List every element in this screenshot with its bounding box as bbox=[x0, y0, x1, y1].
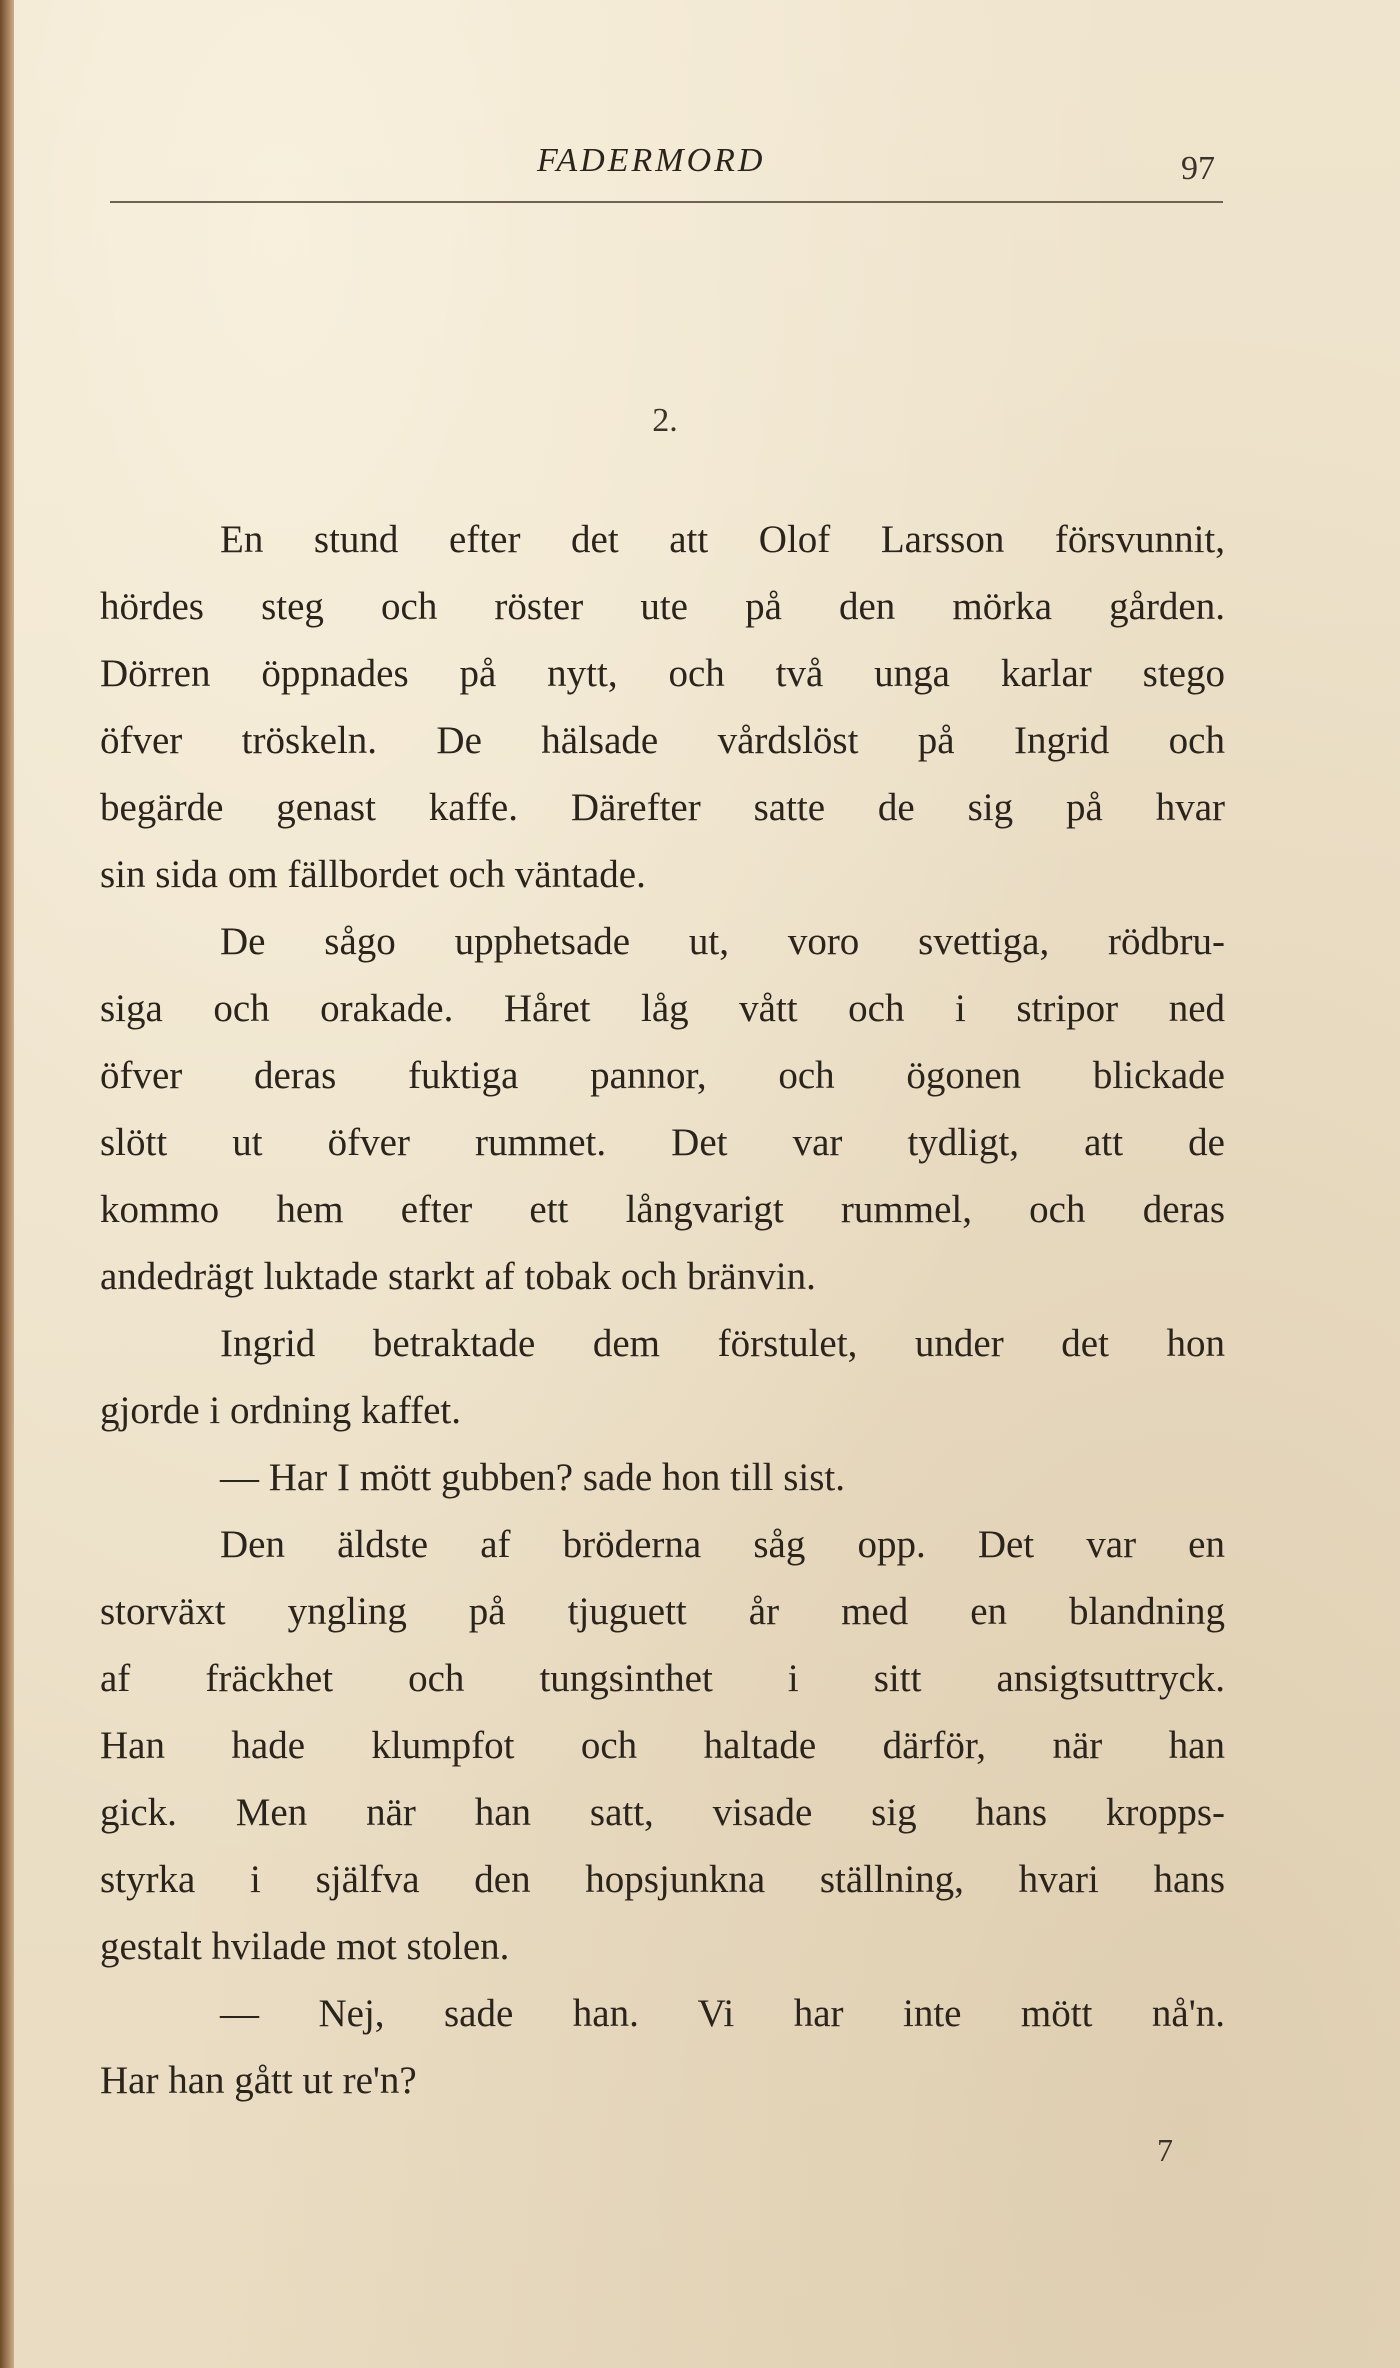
book-spine-edge bbox=[0, 0, 14, 2368]
text-line: Han hade klumpfot och haltade därför, när han bbox=[100, 1724, 1225, 1767]
text-line: öfver deras fuktiga pannor, och ögonen blickade bbox=[100, 1054, 1225, 1097]
text-line: gick. Men när han satt, visade sig hans kropps- bbox=[100, 1791, 1225, 1834]
text-line: hördes steg och röster ute på den mörka gården. bbox=[100, 585, 1225, 628]
text-line: kommo hem efter ett långvarigt rummel, och deras bbox=[100, 1188, 1225, 1231]
text-line: storväxt yngling på tjuguett år med en blandning bbox=[100, 1590, 1225, 1633]
text-line: öfver tröskeln. De hälsade vårdslöst på Ingrid och bbox=[100, 719, 1225, 762]
running-title: FADERMORD bbox=[537, 142, 766, 179]
book-page bbox=[100, 0, 1225, 2368]
text-line: gjorde i ordning kaffet. bbox=[100, 1389, 462, 1432]
text-line: gestalt hvilade mot stolen. bbox=[100, 1925, 510, 1968]
header-rule bbox=[110, 201, 1223, 203]
text-line: Har han gått ut re'n? bbox=[100, 2059, 417, 2102]
text-line: siga och orakade. Håret låg vått och i stripor ned bbox=[100, 987, 1225, 1030]
text-line: De sågo upphetsade ut, voro svettiga, rödbru- bbox=[220, 920, 1225, 963]
page-number: 97 bbox=[1181, 150, 1215, 187]
text-line: begärde genast kaffe. Därefter satte de sig på hvar bbox=[100, 786, 1225, 829]
text-line: andedrägt luktade starkt af tobak och bränvin. bbox=[100, 1255, 816, 1298]
body-text bbox=[100, 506, 1225, 2114]
signature-mark: 7 bbox=[1157, 2132, 1173, 2168]
text-line: En stund efter det att Olof Larsson försvunnit, bbox=[220, 518, 1225, 561]
page-header bbox=[100, 142, 1225, 202]
text-line: — Nej, sade han. Vi har inte mött nå'n. bbox=[220, 1992, 1225, 2035]
text-line: af fräckhet och tungsinthet i sitt ansigtsuttryck. bbox=[100, 1657, 1225, 1700]
section-number: 2. bbox=[652, 402, 678, 439]
text-line: sin sida om fällbordet och väntade. bbox=[100, 853, 646, 896]
text-line: Den äldste af bröderna såg opp. Det var en bbox=[220, 1523, 1225, 1566]
text-line: — Har I mött gubben? sade hon till sist. bbox=[220, 1456, 845, 1499]
text-line: Dörren öppnades på nytt, och två unga karlar stego bbox=[100, 652, 1225, 695]
text-line: styrka i själfva den hopsjunkna ställning, hvari hans bbox=[100, 1858, 1225, 1901]
text-line: slött ut öfver rummet. Det var tydligt, att de bbox=[100, 1121, 1225, 1164]
text-line: Ingrid betraktade dem förstulet, under det hon bbox=[220, 1322, 1225, 1365]
